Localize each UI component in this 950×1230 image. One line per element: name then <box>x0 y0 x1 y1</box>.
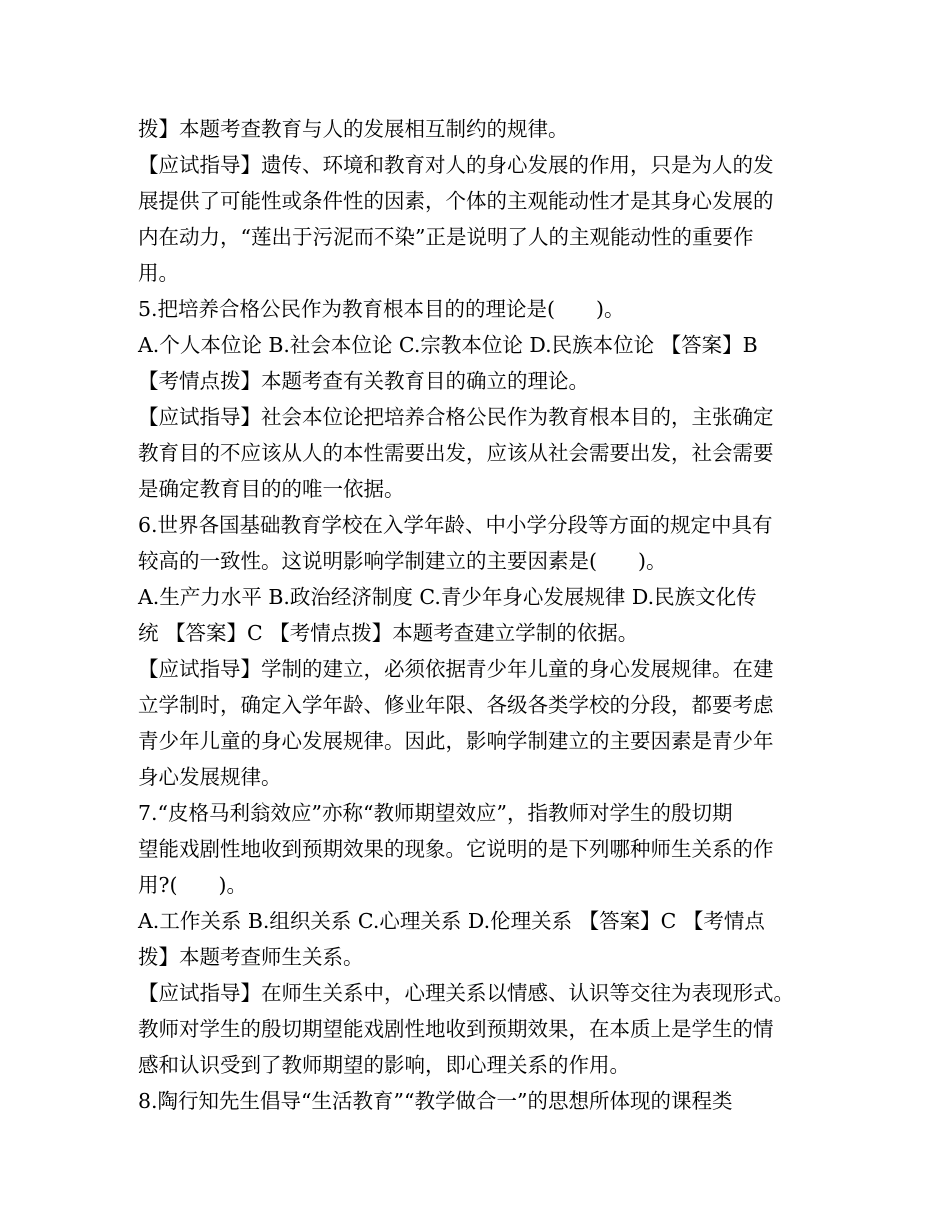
text-line: 拨】本题考查师生关系。 <box>138 945 364 969</box>
document-text <box>138 111 838 1119</box>
text-line: 用?( )。 <box>138 873 247 897</box>
question-8-stem: 8.陶行知先生倡导“生活教育”“教学做合一”的思想所体现的课程类 <box>138 1089 733 1113</box>
text-line: 拨】本题考查教育与人的发展相互制约的规律。 <box>138 117 569 141</box>
question-6-options: A.生产力水平 B.政治经济制度 C.青少年身心发展规律 D.民族文化传 <box>138 585 757 609</box>
text-line: 【应试指导】学制的建立，必须依据青少年儿童的身心发展规律。在建 <box>138 657 774 681</box>
text-line: 用。 <box>138 261 179 285</box>
text-line: 感和认识受到了教师期望的影响，即心理关系的作用。 <box>138 1053 630 1077</box>
text-line: 【应试指导】遗传、环境和教育对人的身心发展的作用，只是为人的发 <box>138 153 774 177</box>
question-5-options: A.个人本位论 B.社会本位论 C.宗教本位论 D.民族本位论 【答案】B <box>138 333 758 357</box>
question-7-options: A.工作关系 B.组织关系 C.心理关系 D.伦理关系 【答案】C 【考情点 <box>138 909 765 933</box>
text-line: 教育目的不应该从人的本性需要出发，应该从社会需要出发，社会需要 <box>138 441 774 465</box>
text-line: 是确定教育目的的唯一依据。 <box>138 477 405 501</box>
text-line: 教师对学生的殷切期望能戏剧性地收到预期效果，在本质上是学生的情 <box>138 1017 774 1041</box>
text-line: 展提供了可能性或条件性的因素，个体的主观能动性才是其身心发展的 <box>138 189 774 213</box>
question-5-stem: 5.把培养合格公民作为教育根本目的的理论是( )。 <box>138 297 625 321</box>
text-line: 【考情点拨】本题考查有关教育目的确立的理论。 <box>138 369 589 393</box>
text-line: 【应试指导】社会本位论把培养合格公民作为教育根本目的，主张确定 <box>138 405 774 429</box>
question-6-stem: 6.世界各国基础教育学校在入学年龄、中小学分段等方面的规定中具有 <box>138 513 773 537</box>
text-line: 【应试指导】在师生关系中，心理关系以情感、认识等交往为表现形式。 <box>138 981 794 1005</box>
text-line: 内在动力，“莲出于污泥而不染”正是说明了人的主观能动性的重要作 <box>138 225 754 249</box>
text-line: 身心发展规律。 <box>138 765 282 789</box>
text-line: 统 【答案】C 【考情点拨】本题考查建立学制的依据。 <box>138 621 639 645</box>
text-line: 较高的一致性。这说明影响学制建立的主要因素是( )。 <box>138 549 667 573</box>
question-7-stem: 7.“皮格马利翁效应”亦称“教师期望效应”，指教师对学生的殷切期 <box>138 801 733 825</box>
text-line: 青少年儿童的身心发展规律。因此，影响学制建立的主要因素是青少年 <box>138 729 774 753</box>
text-line: 望能戏剧性地收到预期效果的现象。它说明的是下列哪种师生关系的作 <box>138 837 774 861</box>
text-line: 立学制时，确定入学年龄、修业年限、各级各类学校的分段，都要考虑 <box>138 693 774 717</box>
